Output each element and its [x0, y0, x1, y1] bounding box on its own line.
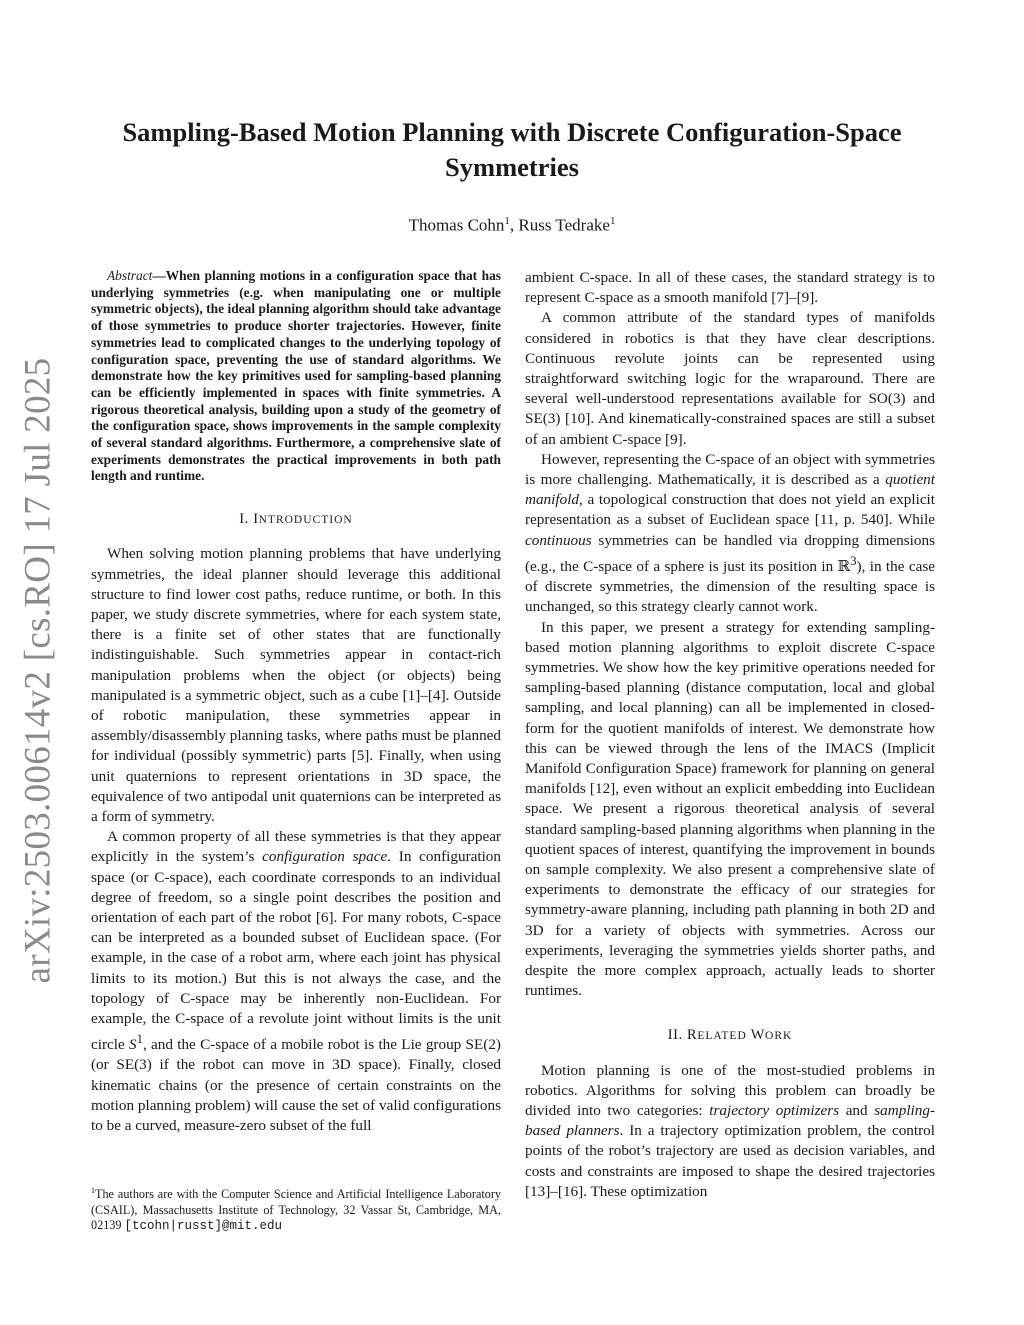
text-run: A common property of all these symmetries is that they appear explicitly in the system’s [91, 828, 501, 866]
text-run: . In a trajectory optimization problem, the control points of the robot’s trajectory are used as decision variables, and costs and constraints are imposed to shape the desired trajectories [13]–[16]. These optimization [525, 1122, 935, 1200]
paper-title [100, 115, 924, 185]
paragraph [525, 1061, 935, 1202]
section-title-rest: NTRODUCTION [258, 514, 353, 527]
abstract [91, 268, 501, 485]
paragraph: In this paper, we present a strategy for extending sampling-based motion planning algorithms to exploit discrete C-space symmetries. We show how the key primitive operations needed for sampling-based planning (distance computation, local and global sampling, and local planning) can all be implemented in closed-form for the quotient manifolds of interest. We demonstrate how this can be viewed through the lens of the IMACS (Implicit Manifold Configuration Space) framework for planning on general manifolds [12], even without an explicit embedding into Euclidean space. We present a rigorous theoretical analysis of several standard sampling-based planning algorithms when planning in the quotient spaces of interest, quantifying the improvement in bounds on sample complexity. We also present a comprehensive slate of experiments to demonstrate the efficacy of our strategies for symmetry-aware planning, including path planning in both 2D and 3D for a variety of objects with symmetries. Across our experiments, leveraging the symmetries yields shorter paths, and despite the more complex approach, actually leads to shorter runtimes. [525, 618, 935, 1000]
text-run: . In configuration space (or C-space), each coordinate corresponds to an individual degree of freedom, so a single point describes the position and orientation of each part of the robot [6]. For many robots, C-space can be interpreted as a bounded subset of Euclidean space. (For example, in the case of a robot arm, where each joint has physical limits to its motion.) But this is not always the case, and the topology of C-space may be inherently non-Euclidean. For example, the C-space of a revolute joint without limits is the unit circle [91, 848, 501, 1054]
emphasis: configuration space [262, 848, 388, 866]
text-run: Motion planning is one of the most-studied problems in robotics. Algorithms for solving this problem can broadly be divided into two categories: [525, 1061, 935, 1119]
math-symbol: S [129, 1036, 137, 1054]
section-title-initial: R [687, 1027, 698, 1044]
text-run: However, representing the C-space of an object with symmetries is more challenging. Mathematically, it is described as a [525, 450, 935, 489]
title-line-1: Sampling-Based Motion Planning with Discrete Configuration-Space [122, 117, 902, 147]
footnote-text: The authors are with the Computer Science and Artificial Intelligence Laboratory (CSAIL), Massachusetts Institute of Technology, 32 Vassar St, Cambridge, MA, 02139 [91, 1187, 501, 1233]
arxiv-identifier-text: arXiv:2503.00614v2 [cs.RO] 17 Jul 2025 [17, 357, 59, 983]
section-title-initial: I [253, 511, 259, 528]
section-title-rest: ORK [765, 1030, 793, 1043]
paragraph [91, 827, 501, 1136]
text-run: and [839, 1101, 875, 1119]
section-number: II. [667, 1027, 683, 1044]
author-email[interactable]: [tcohn|russt]@mit.edu [124, 1219, 283, 1234]
abstract-dash: — [152, 268, 166, 283]
section-heading-introduction [91, 509, 501, 530]
section-heading-related-work [525, 1025, 935, 1046]
emphasis: sampling-based planners [525, 1101, 935, 1140]
emphasis: continuous [525, 531, 592, 549]
text-run: , a topological construction that does not yield an explicit representation as a subset of Euclidean space [11, p. 540]. While [525, 491, 935, 529]
emphasis: trajectory optimizers [709, 1101, 840, 1119]
author-name: Thomas Cohn [408, 215, 505, 235]
section-number: I. [239, 511, 249, 528]
author-list [100, 210, 924, 237]
paragraph: A common attribute of the standard types of manifolds considered in robotics is that they have clear descriptions. Continuous revolute joints can be represented using straightforward switching logic for the wraparound. There are several well-understood representations available for SO(3) and SE(3) [10]. And kinematically-constrained spaces are still a subset of an ambient C-space [9]. [525, 309, 935, 448]
title-line-2: Symmetries [445, 152, 579, 182]
paragraph: ambient C-space. In all of these cases, the standard strategy is to represent C-space as a smooth manifold [7]–[9]. [525, 269, 935, 307]
section-title-initial: W [750, 1027, 766, 1044]
author-separator: , [509, 215, 519, 235]
right-column [525, 268, 935, 1202]
text-run: ), in the case of discrete symmetries, the dimension of the resulting space is unchanged, so this strategy clearly cannot work. [525, 557, 935, 616]
math-exponent: 3 [850, 553, 857, 568]
affiliation-mark: 1 [504, 215, 510, 227]
left-column [91, 268, 501, 1136]
paragraph: When solving motion planning problems that have underlying symmetries, the ideal planner should leverage this additional structure to find lower cost paths, reduce runtime, or both. In this paper, we study discrete symmetries, where for each system state, there is a finite set of other states that are functionally indistinguishable. Such symmetries appear in contact-rich manipulation problems when the object (or objects) being manipulated is a symmetric object, such as a cube [1]–[4]. Outside of robotic manipulation, these symmetries appear in assembly/disassembly planning tasks, where paths must be planned for individual (possibly symmetric) parts [5]. Finally, when using unit quaternions to represent orientations in 3D space, the equivalence of two antipodal unit quaternions can be interpreted as a form of symmetry. [91, 545, 501, 825]
footnote [91, 1183, 501, 1235]
arxiv-identifier-stamp [8, 357, 68, 983]
author-name: Russ Tedrake [518, 215, 610, 235]
abstract-text: When planning motions in a configuration space that has underlying symmetries (e.g. when manipulating one or multiple symmetric objects), the ideal planning algorithm should take advantage of those symmetries to produce shorter trajectories. However, finite symmetries lead to complicated changes to the underlying topology of configuration space, preventing the use of standard algorithms. We demonstrate how the key primitives used for sampling-based planning can be efficiently implemented in spaces with finite symmetries. A rigorous theoretical analysis, building upon a study of the geometry of the configuration space, shows improvements in the sample complexity of several standard algorithms. Furthermore, a comprehensive slate of experiments demonstrates the practical improvements in both path length and runtime. [91, 268, 501, 484]
math-exponent: 1 [136, 1032, 143, 1047]
emphasis: quotient manifold [525, 471, 935, 509]
affiliation-mark: 1 [609, 215, 616, 227]
text-run: symmetries can be handled via dropping dimensions (e.g., the C-space of a sphere is just its position in ℝ [525, 531, 935, 575]
footnote-mark: 1 [91, 1186, 95, 1195]
paragraph [525, 450, 935, 618]
abstract-label: Abstract [107, 268, 153, 283]
section-title-rest: ELATED [697, 1030, 747, 1043]
text-run: , and the C-space of a mobile robot is the Lie group SE(2) (or SE(3) if the robot can move in 3D space). Finally, closed kinematic chains (or the presence of certain constraints on the motion planning problem) will cause the set of valid configurations to be a curved, measure-zero subset of the full [91, 1036, 501, 1135]
